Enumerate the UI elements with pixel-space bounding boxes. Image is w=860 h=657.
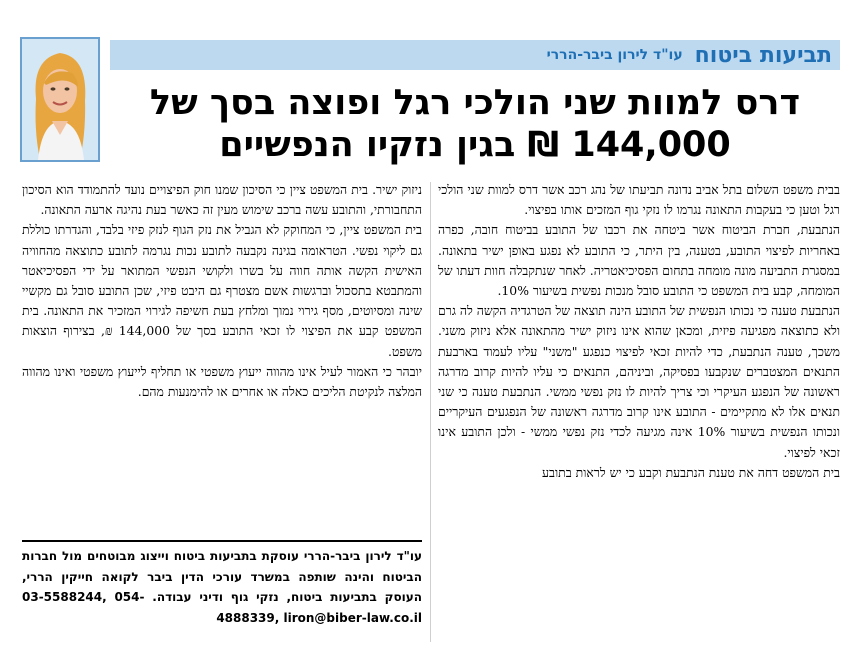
paragraph: הנתבעת, חברת הביטוח אשר ביטחה את רכבו של התובע בביטוח חובה, כפרה באחריות לפיצוי התובע, בטענה, בין היתר, כי התובע לא נפגע באופן ישיר בתאונה. במסגרת התביעה מונה מומחה בתחום הפסיכיאטריה. לאחר שנתקבלה חוות דעתו של המומחה, קבע בית המשפט כי התובע סובל מנכות נפשית בשיעור 10%.	[438, 222, 840, 299]
paragraph: ניזוק ישיר. בית המשפט ציין כי הסיכון שמנו חוק הפיצויים נועד להתמודד הוא הסיכון התחבורתי, והתובע עשה ברכב שימוש מעין זה כאשר בעת נהיגה ארעה התאונה.	[22, 182, 422, 218]
article-column-left	[22, 180, 422, 402]
author-portrait-icon	[22, 39, 98, 160]
section-title: תביעות ביטוח	[694, 42, 832, 68]
headline-line-1: דרס למוות שני הולכי רגל ופוצה בסך של	[149, 83, 801, 123]
section-banner	[110, 40, 840, 70]
author-photo	[20, 37, 100, 162]
article-column-right	[438, 180, 840, 483]
paragraph: בית המשפט דחה את טענת הנתבעת וקבע כי יש לראות בתובע	[542, 464, 840, 480]
contact-details: 03-5588244, 054-4888339, liron@biber-law.co.il	[22, 590, 422, 625]
paragraph: בבית משפט השלום בתל אביב נדונה תביעתו של נהג רכב אשר דרס למוות שני הולכי רגל וטען כי בעקבות התאונה נגרמו לו נזקי גוף המזכים אותו בפיצוי.	[438, 182, 840, 218]
headline	[110, 82, 840, 166]
column-divider	[430, 182, 431, 642]
headline-line-2: 144,000 ₪ בגין נזקיו הנפשיים	[219, 125, 731, 165]
author-name: עו"ד לירון ביבר-הררי	[546, 47, 683, 63]
author-bio	[22, 540, 422, 628]
bio-text: עו"ד לירון ביבר-הררי עוסקת בתביעות ביטוח וייצוג מבוטחים מול חברות הביטוח והינה שותפה במשרד עורכי הדין ביבר לקואה חייקין הררי, העוסק בתביעות ביטוח, נזקי גוף ודיני עבודה.	[22, 549, 422, 604]
paragraph: יובהר כי האמור לעיל אינו מהווה ייעוץ משפטי או תחליף לייעוץ משפטי ואינו מהווה המלצה לנקיטת הליכים כאלה או אחרים או להימנעות מהם.	[22, 363, 422, 400]
paragraph: בית המשפט ציין, כי המחוקק לא הגביל את נזק הגוף לנזק פיזי בלבד, והגדרתו כוללת גם ליקוי נפשי. הטראומה בגינה נקבעה לתובע נכות נגרמה לתובע כתוצאה מהחוויה האישית הקשה אותה חווה על בשרו ולקושי הנפשי המתואר על ידי הפסיכיאטר והמתבטא בתסכול וברגשות אשם מצטרף גם היבט פיזי, שכן התובע סובל גם מקשיי שינה ומסיוטים, מסף גירוי נמוך ומלחץ בעת חשיפה לגירוי המזכיר את התאונה. בית המשפט קבע את הפיצוי לו זכאי התובע בסך של 144,000 ₪, בצירוף הוצאות משפט.	[22, 222, 422, 359]
paragraph: הנתבעת טענה כי נכותו הנפשית של התובע הינה תוצאה של הטרגדיה הקשה לה גרם ולא כתוצאה מפגיעה פיזית, ומכאן שהוא אינו ניזוק ישיר מהתאונה אלא ניזוק משני. משכך, טענה הנתבעת, כדי להיות זכאי לפיצוי כנפגע "משני" עליו לעמוד בארבעת התנאים המצטברים שנקבעו בפסיקה, וביניהם, התנאים כי עליו להיות קרוב מדרגה ראשונה של הנפגע העיקרי וכי צריך להיות לו נזק נפשי ממשי. הנתבעת טענה כי שני תנאים אלו לא מתקיימים - התובע אינו קרוב מדרגה ראשונה של הנפגעים העיקריים ונכותו הנפשית בשיעור 10% אינה מגיעה לכדי נזק נפשי ממשי - ולכן התובע אינו זכאי לפיצוי.	[438, 303, 840, 460]
